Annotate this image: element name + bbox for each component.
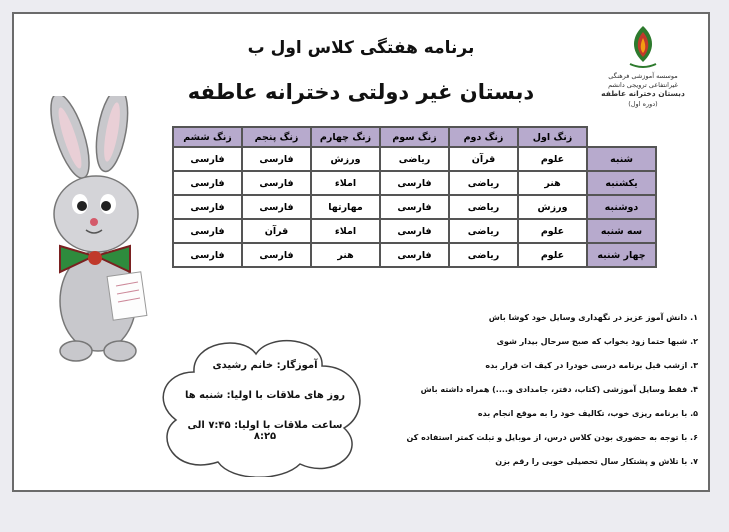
subject-cell: املاء [311,171,380,195]
subject-cell: هنر [518,171,587,195]
rules-list [198,312,698,480]
day-cell: چهار شنبه [587,243,656,267]
subject-cell: علوم [518,147,587,171]
list-item: ۲. شبها حتما زود بخواب که صبح سرحال بیدار شوی [496,337,698,346]
subject-cell: فارسی [173,243,242,267]
period-header: زنگ ششم [173,127,242,147]
subject-cell: ریاضی [449,243,518,267]
subject-cell: ریاضی [449,171,518,195]
teacher-name: آموزگار: خانم رشیدی [212,360,318,371]
period-header: زنگ اول [518,127,587,147]
table-corner [587,127,656,147]
logo-line-2: غیرانتفاعی ترویجی دانشم [608,81,678,89]
table-row [173,147,656,171]
subject-cell: هنر [311,243,380,267]
subject-cell: فارسی [173,171,242,195]
subject-cell: ورزش [311,147,380,171]
period-header: زنگ پنجم [242,127,311,147]
subject-cell: فارسی [242,243,311,267]
meeting-days: روز های ملاقات با اولیا: شنبه ها [184,390,346,401]
subject-cell: ریاضی [449,195,518,219]
school-logo [592,22,694,122]
subject-cell: علوم [518,219,587,243]
period-header: زنگ چهارم [311,127,380,147]
day-cell: دوشنبه [587,195,656,219]
subject-cell: ریاضی [380,147,449,171]
period-header: زنگ دوم [449,127,518,147]
weekly-schedule-table [172,126,657,268]
logo-line-4: (دوره اول) [628,100,658,108]
subject-cell: فارسی [173,147,242,171]
flame-logo-icon [592,22,694,70]
subject-cell: فارسی [242,171,311,195]
day-cell: شنبه [587,147,656,171]
bunny-illustration-icon [40,96,170,366]
subject-cell: قرآن [449,147,518,171]
logo-line-1: موسسه آموزشی فرهنگی [608,72,678,80]
subject-cell: فارسی [380,243,449,267]
list-item: ۶. با توجه به حضوری بودن کلاس درس، از موبایل و تبلت کمتر استفاده کن [406,433,698,442]
list-item: ۳. ازشب قبل برنامه درسی خودرا در کیف ات قرار بده [485,361,698,370]
meeting-hours: ساعت ملاقات با اولیا: ۷:۴۵ الی ۸:۲۵ [187,420,343,442]
school-name: دبستان غیر دولتی دخترانه عاطفه [187,80,535,104]
period-header: زنگ سوم [380,127,449,147]
subject-cell: فارسی [380,219,449,243]
list-item: ۵. با برنامه ریزی خوب، تکالیف خود را به موقع انجام بده [477,409,698,418]
subject-cell: فارسی [242,195,311,219]
subject-cell: ریاضی [449,219,518,243]
table-row [173,195,656,219]
subject-cell: قرآن [242,219,311,243]
table-row [173,171,656,195]
table-row [173,219,656,243]
day-cell: یکشنبه [587,171,656,195]
subject-cell: مهارتها [311,195,380,219]
schedule-sheet [12,12,710,492]
page-title: برنامه هفتگی کلاس اول ب [247,38,475,58]
subject-cell: فارسی [242,147,311,171]
subject-cell: فارسی [173,219,242,243]
subject-cell: فارسی [380,195,449,219]
table-row [173,243,656,267]
subject-cell: ورزش [518,195,587,219]
logo-line-3: دبستان دخترانه عاطفه [601,89,685,98]
list-item: ۴. فقط وسایل آموزشی (کتاب، دفتر، جامدادی و....) همراه داشته باش [420,385,698,394]
subject-cell: علوم [518,243,587,267]
subject-cell: املاء [311,219,380,243]
list-item: ۱. دانش آموز عزیز در نگهداری وسایل خود کوشا باش [488,313,698,322]
list-item: ۷. با تلاش و پشتکار سال تحصیلی خوبی را رقم بزن [495,457,698,466]
day-cell: سه شنبه [587,219,656,243]
table-header-row [173,127,656,147]
subject-cell: فارسی [380,171,449,195]
subject-cell: فارسی [173,195,242,219]
